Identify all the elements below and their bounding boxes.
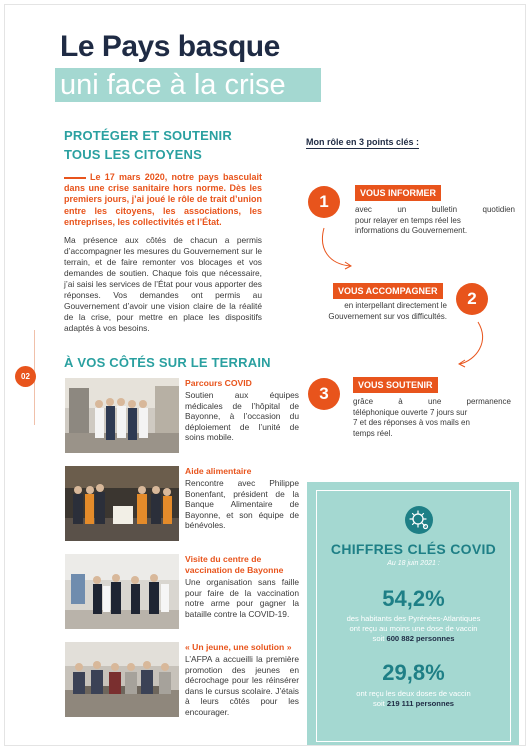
- lead-dash: [64, 177, 86, 179]
- photo-aide-alimentaire: [65, 466, 179, 541]
- step-number-2: 2: [456, 283, 488, 315]
- terrain-title: À VOS CÔTÉS SUR LE TERRAIN: [64, 355, 271, 370]
- step-label-accompagner: VOUS ACCOMPAGNER: [333, 283, 443, 299]
- step-text-informer-line3: informations du Gouvernement.: [355, 226, 468, 236]
- stat-desc-one-dose-line1: des habitants des Pyrénées-Atlantiques: [346, 614, 481, 623]
- step-text-accompagner-line2: Gouvernement sur vos difficultés.: [328, 311, 447, 321]
- lead-text: Le 17 mars 2020, notre pays basculait dans une crise sanitaire hors norme. Dès les premiers jours, j’ai joué le rôle de trait d’union entre les citoyens, les associations, les entreprises, les collectivités et l’État.: [64, 172, 262, 227]
- stat-desc-one-dose-line2: ont reçu au moins une dose de vaccin: [349, 624, 478, 633]
- item-title-aide-alimentaire: Aide alimentaire: [185, 466, 252, 476]
- step-text-accompagner-line1: en interpellant directement le: [344, 301, 447, 310]
- step-text-soutenir-line2: téléphonique ouverte 7 jours sur: [353, 407, 468, 417]
- body-paragraph: Ma présence aux côtés de chacun a permis d’accompagner les mesures du Gouvernement sur le terrain, et de faire remonter vos blocages et vos demandes de soutien. Chaque fois que nécessaire, j’ai saisi les services de l’État pour vous apporter des réponses. Vos demandes ont permis au Gouvernement d’avoir une vision claire de la réalité de la crise, pour mettre en place les dispositifs adaptés à vos besoins.: [64, 235, 262, 333]
- item-text-aide-alimentaire: Rencontre avec Philippe Bonenfant, président de la Banque Alimentaire de Bayonne, et son équipe de bénévoles.: [185, 478, 299, 531]
- section-title-line1: PROTÉGER ET SOUTENIR: [64, 128, 232, 143]
- item-title-vaccination-line2: vaccination de Bayonne: [185, 565, 284, 575]
- photo-centre-vaccination: [65, 554, 179, 629]
- photo-parcours-covid: [65, 378, 179, 453]
- stat-desc-one-dose-line3: [318, 634, 509, 644]
- connector-arrow-1: [318, 226, 358, 272]
- step-label-soutenir: VOUS SOUTENIR: [353, 377, 438, 393]
- section-title-line2: TOUS LES CITOYENS: [64, 147, 203, 162]
- step-number-3: 3: [308, 378, 340, 410]
- item-text-vaccination: Une organisation sans faille pour faire de la vaccination notre arme pour gagner la bataille contre la COVID-19.: [185, 577, 299, 619]
- item-title-vaccination-line1: Visite du centre de: [185, 554, 262, 564]
- virus-icon: [405, 506, 433, 534]
- stat-value-one-dose: 54,2%: [382, 586, 445, 611]
- step-text-accompagner: [305, 301, 447, 322]
- stat-desc-one-dose-prefix: soit: [372, 634, 385, 643]
- step-text-soutenir-line4: temps réel.: [353, 428, 393, 438]
- stat-desc-two-doses: [318, 689, 509, 709]
- roles-title: Mon rôle en 3 points clés :: [306, 137, 420, 147]
- stat-desc-two-doses-count: 219 111 personnes: [386, 699, 455, 708]
- item-text-un-jeune: L’AFPA a accueilli la première promotion des jeunes en décrochage pour les réinsérer dans le cursus scolaire. J’étais à leurs côtés pour les encourager.: [185, 654, 299, 717]
- step-text-soutenir-line3: 7 et des réponses à vos mails en: [353, 418, 470, 428]
- item-title-parcours-covid: Parcours COVID: [185, 378, 252, 388]
- step-text-informer: [355, 205, 515, 237]
- stats-date: Au 18 juin 2021 :: [387, 560, 440, 567]
- page-title: Le Pays basque: [60, 30, 280, 63]
- stat-desc-two-doses-line1: ont reçu les deux doses de vaccin: [356, 689, 471, 698]
- stat-desc-one-dose-count: 600 882 personnes: [386, 634, 455, 643]
- stat-desc-one-dose: [318, 614, 509, 644]
- item-text-parcours-covid: Soutien aux équipes médicales de l’hôpital de Bayonne, à l’occasion du déploiement de l’unité de soins mobile.: [185, 390, 299, 443]
- step-number-1: 1: [308, 186, 340, 218]
- connector-arrow-2: [456, 320, 490, 368]
- step-label-informer: VOUS INFORMER: [355, 185, 441, 201]
- stat-desc-two-doses-line2: [318, 699, 509, 709]
- step-text-informer-line2: pour relayer en temps réel les: [355, 215, 461, 225]
- stat-desc-two-doses-prefix: soit: [372, 699, 385, 708]
- stats-title: CHIFFRES CLÉS COVID: [330, 541, 497, 557]
- stat-value-two-doses: 29,8%: [382, 660, 445, 685]
- step-text-informer-line1: avec un bulletin quotidien: [355, 205, 515, 214]
- step-text-soutenir-line1: grâce à une permanence: [353, 397, 511, 406]
- page-number-badge: 02: [15, 366, 36, 387]
- page-subtitle: uni face à la crise: [60, 69, 286, 101]
- photo-un-jeune-une-solution: [65, 642, 179, 717]
- lead-paragraph: [64, 172, 262, 228]
- step-text-soutenir: [353, 397, 511, 439]
- item-title-un-jeune: « Un jeune, une solution »: [185, 642, 292, 652]
